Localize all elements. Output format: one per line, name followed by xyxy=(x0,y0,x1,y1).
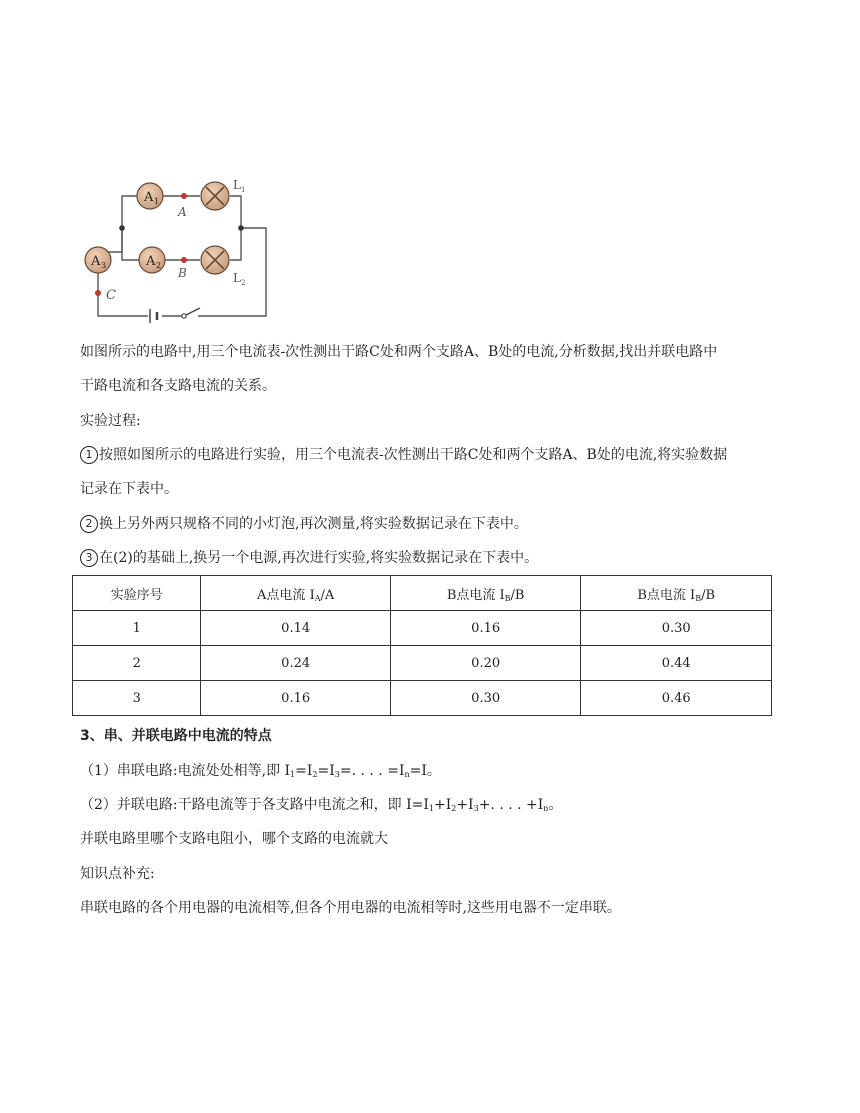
switch-icon xyxy=(182,308,200,318)
table-cell: 0.14 xyxy=(201,611,390,646)
step-3: 3 在(2)的基础上,换另一个电源,再次进行实验,将实验数据记录在下表中。 xyxy=(80,548,538,568)
ammeter-a2 xyxy=(139,247,165,273)
circled-number: 3 xyxy=(80,549,98,567)
table-row xyxy=(73,611,772,646)
lamp-l2-icon xyxy=(201,246,229,274)
table-cell: 0.20 xyxy=(390,646,581,681)
svg-text:2: 2 xyxy=(241,279,246,287)
svg-text:2: 2 xyxy=(156,261,162,270)
point-c-dot xyxy=(95,290,101,296)
table-header-cell: B点电流 $I_B/B$ xyxy=(390,576,581,611)
table-cell: 0.46 xyxy=(581,681,772,716)
svg-text:A: A xyxy=(146,254,156,269)
label-l2: L xyxy=(233,271,241,285)
point-a-dot xyxy=(181,193,187,199)
table-cell: 0.44 xyxy=(581,646,772,681)
step-1-line-1: 1 按照如图所示的电路进行实验，用三个电流表-次性测出干路C处和两个支路A、B处的电流,将实验数据 xyxy=(80,445,727,465)
step-2: 2 换上另外两只规格不同的小灯泡,再次测量,将实验数据记录在下表中。 xyxy=(80,514,528,534)
svg-text:A: A xyxy=(144,190,154,205)
table-cell: 0.16 xyxy=(201,681,390,716)
table-cell: 0.24 xyxy=(201,646,390,681)
table-cell: 3 xyxy=(73,681,201,716)
table-header-row xyxy=(73,576,772,611)
intro-line-1: 如图所示的电路中,用三个电流表-次性测出干路C处和两个支路A、B处的电流,分析数据,找出并联电路中 xyxy=(80,344,718,360)
supplement-title: 知识点补充: xyxy=(80,866,155,882)
table-cell: 1 xyxy=(73,611,201,646)
parallel-circuit-rule: （2）并联电路:干路电流等于各支路中电流之和，即 $I=I_1+I_2+I_3+$. . . . $+I_n$。 xyxy=(80,797,563,813)
svg-text:1: 1 xyxy=(241,186,246,194)
table-row xyxy=(73,681,772,716)
junction-dot xyxy=(119,225,125,231)
svg-text:1: 1 xyxy=(154,197,160,206)
data-table xyxy=(72,575,772,716)
table-cell: 0.30 xyxy=(390,681,581,716)
step-1-line-2: 记录在下表中。 xyxy=(80,481,178,497)
table-header-cell: B点电流 $I_B/B$ xyxy=(581,576,772,611)
ammeter-a1 xyxy=(137,183,163,209)
section-title: 3、串、并联电路中电流的特点 xyxy=(80,728,272,744)
svg-text:A: A xyxy=(91,254,101,269)
table-header-cell: 实验序号 xyxy=(73,576,201,611)
intro-line-2: 干路电流和各支路电流的关系。 xyxy=(80,378,276,394)
label-point-c: C xyxy=(106,288,116,303)
table-header-cell: A点电流 $I_A/A$ xyxy=(201,576,390,611)
table-row xyxy=(73,646,772,681)
label-point-b: B xyxy=(178,266,187,280)
ammeter-a3 xyxy=(85,247,111,273)
table-cell: 0.16 xyxy=(390,611,581,646)
point-b-dot xyxy=(181,257,187,263)
circuit-diagram xyxy=(78,176,278,326)
junction-dot xyxy=(238,225,244,231)
table-cell: 0.30 xyxy=(581,611,772,646)
battery-icon xyxy=(150,309,157,323)
label-point-a: A xyxy=(178,205,187,219)
label-l1: L xyxy=(233,178,241,192)
supplement-text: 串联电路的各个用电器的电流相等,但各个用电器的电流相等时,这些用电器不一定串联。 xyxy=(80,900,621,916)
lamp-l1-icon xyxy=(201,182,229,210)
table-cell: 2 xyxy=(73,646,201,681)
circled-number: 2 xyxy=(80,515,98,533)
circled-number: 1 xyxy=(80,446,98,464)
svg-text:3: 3 xyxy=(101,261,107,270)
series-circuit-rule: （1）串联电路:电流处处相等,即 $I_1=I_2=I_3=$. . . . $=I_n=I$。 xyxy=(80,763,441,779)
note-line: 并联电路里哪个支路电阻小，哪个支路的电流就大 xyxy=(80,831,388,847)
process-title: 实验过程: xyxy=(80,413,141,429)
